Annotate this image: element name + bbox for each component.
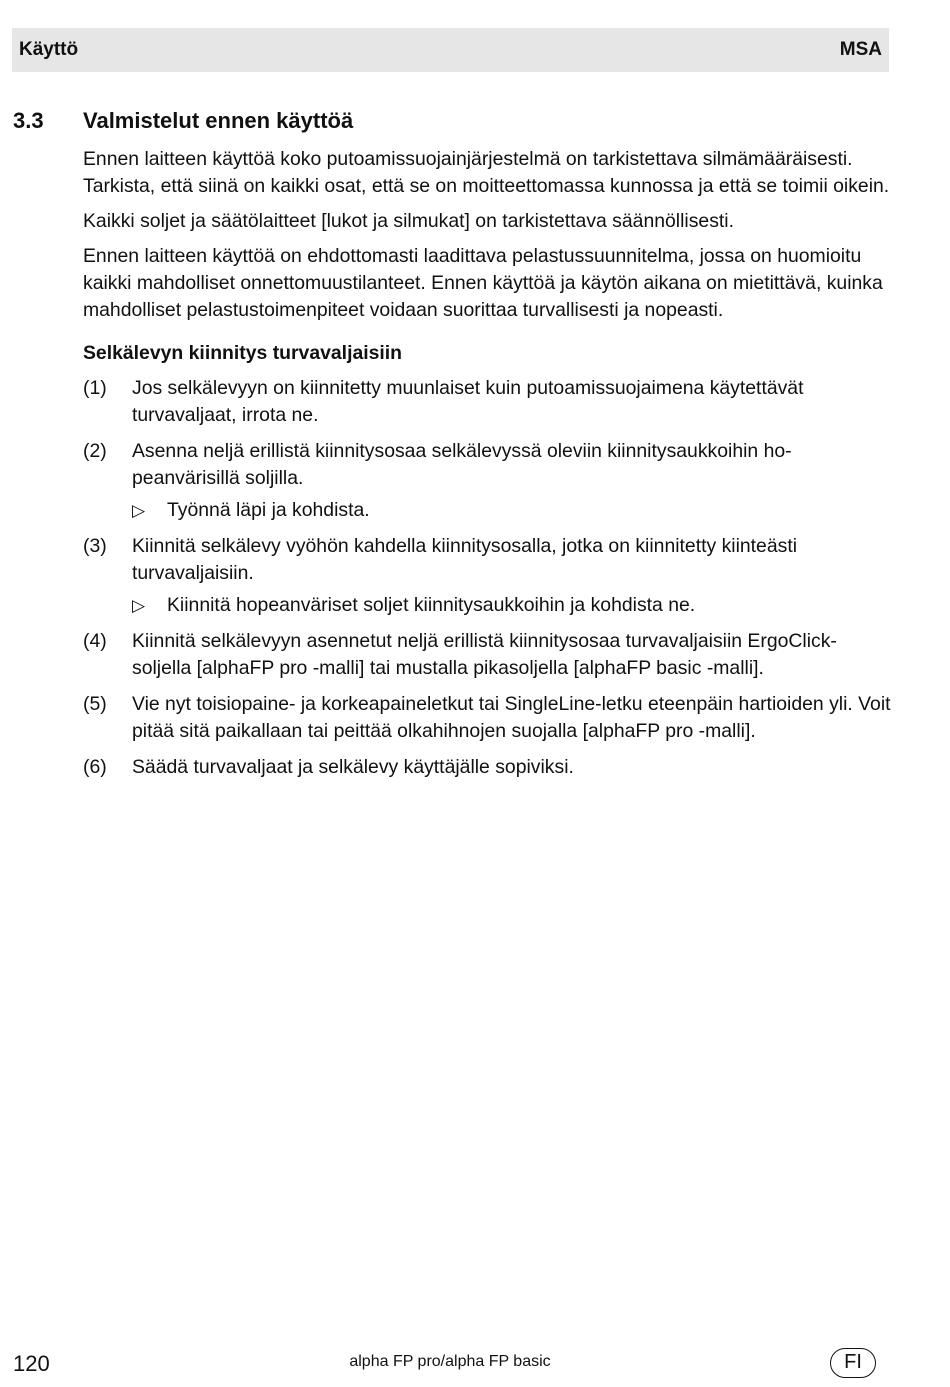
step-number: (2) (83, 440, 107, 462)
section-title: Valmistelut ennen käyttöä (83, 108, 354, 133)
action-triangle-icon: ▷ (132, 596, 146, 615)
step-text: Säädä turvavaljaat ja selkälevy käyttäjälle sopiviksi. (132, 756, 574, 778)
step-number: (4) (83, 630, 107, 652)
header-brand: MSA (839, 39, 882, 60)
header-chapter: Käyttö (19, 39, 79, 60)
step-text: Kiinnitä selkälevy vyöhön kahdella kiinnitysosalla, jotka on kiinnitetty kiinteästi turvavaljaisiin. (132, 535, 798, 584)
step-item (83, 533, 891, 587)
step-item (83, 754, 891, 781)
step-item (83, 375, 891, 429)
step-text: Jos selkälevyyn on kiinnitetty muunlaiset kuin putoamissuojaimena käytettävät turvavaljaat, irrota ne. (132, 377, 804, 426)
step-item (83, 691, 891, 745)
section-number: 3.3 (13, 108, 44, 133)
step-text: Asenna neljä erillistä kiinnitysosaa selkälevyssä oleviin kiinnitysaukkoihin hopeanvärisillä soljilla. (132, 440, 792, 489)
action-text: Kiinnitä hopeanväriset soljet kiinnitysaukkoihin ja kohdista ne. (167, 594, 696, 616)
action-item (83, 497, 891, 524)
step-text: Kiinnitä selkälevyyn asennetut neljä erillistä kiinnitysosaa turvavaljaisiin ErgoClick-soljella [alphaFP pro -malli] tai mustalla pikasoljella [alphaFP basic -malli]. (132, 630, 837, 679)
page-number: 120 (13, 1351, 50, 1376)
footer-doc-title: alpha FP pro/alpha FP basic (349, 1353, 551, 1370)
paragraph: Ennen laitteen käyttöä koko putoamissuojainjärjestelmä on tarkistettava silmämääräisesti. Tarkista, että siinä on kaikki osat, että se on moitteettomassa kunnossa ja että se toimii oikein. (83, 148, 890, 197)
paragraph: Ennen laitteen käyttöä on ehdottomasti laadittava pelastussuunnitelma, jossa on huomioitu kaikki mahdolliset onnettomuustilanteet. Ennen käyttöä ja käytön aikana on mietittävä, kuinka mahdolliset pelastustoimenpiteet voidaan suorittaa turvallisesti ja nopeasti. (83, 245, 883, 321)
step-number: (5) (83, 693, 107, 715)
step-number: (3) (83, 535, 107, 557)
step-number: (6) (83, 756, 107, 778)
subheading: Selkälevyn kiinnitys turvavaljaisiin (83, 342, 403, 364)
action-triangle-icon: ▷ (132, 501, 146, 520)
language-badge: FI (830, 1348, 876, 1378)
step-text: Vie nyt toisiopaine- ja korkeapaineletkut tai SingleLine-letku eteenpäin hartioiden yli. Voit pitää sitä paikallaan tai peittää olkahihnojen suojalla [alphaFP pro -malli]. (132, 693, 891, 742)
action-text: Työnnä läpi ja kohdista. (167, 499, 370, 521)
step-item (83, 628, 891, 682)
main-content (83, 146, 891, 790)
paragraph: Kaikki soljet ja säätölaitteet [lukot ja silmukat] on tarkistettava säännöllisesti. (83, 210, 734, 232)
page-header (12, 28, 889, 72)
action-item (83, 592, 891, 619)
step-number: (1) (83, 377, 107, 399)
step-item (83, 438, 891, 492)
